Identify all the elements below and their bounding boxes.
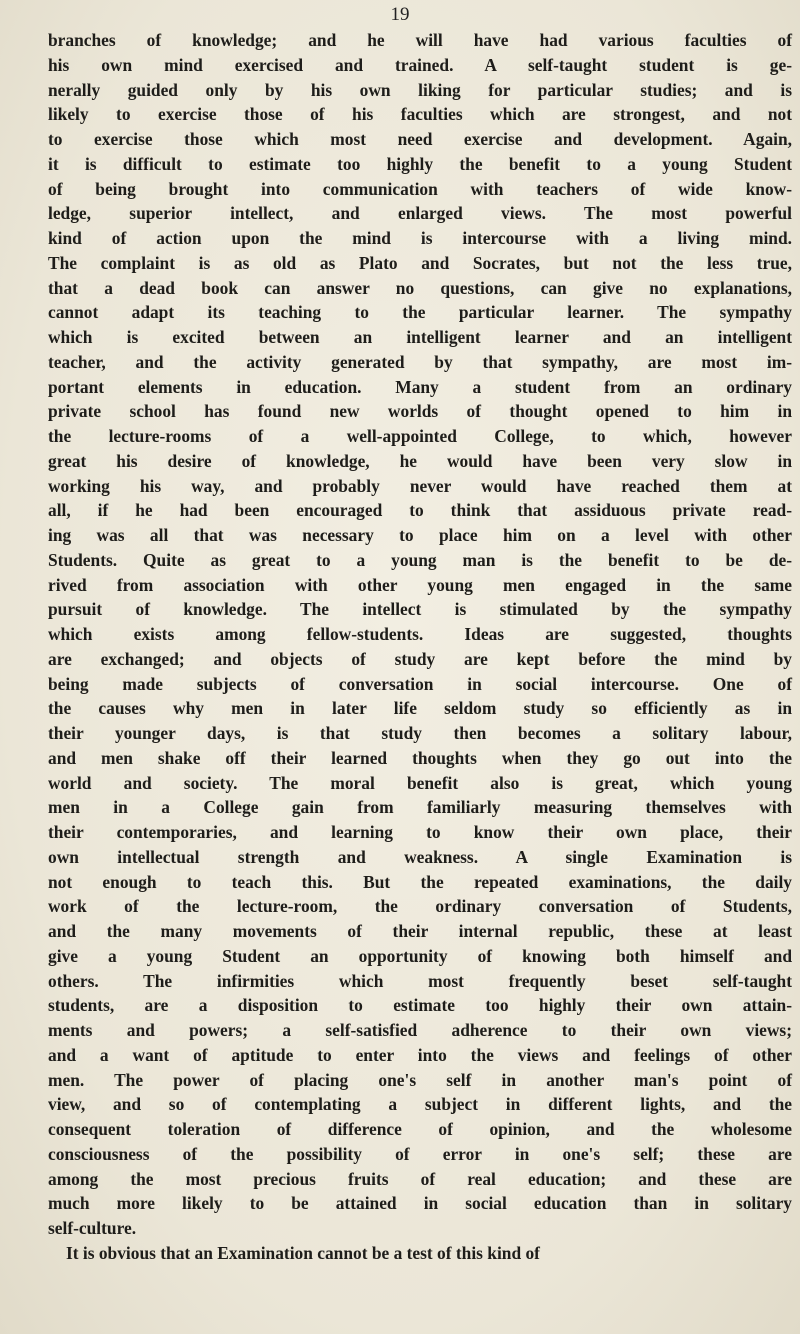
text-line: the causes why men in later life seldom study so efficiently as in — [48, 698, 792, 719]
text-line: give a young Student an opportunity of knowing both himself and — [48, 945, 792, 966]
text-line: cannot adapt its teaching to the particular learner. The sympathy — [48, 302, 792, 323]
text-line: all, if he had been encouraged to think that assiduous private read- — [48, 500, 792, 521]
text-line: much more likely to be attained in social education than in solitary — [48, 1193, 792, 1214]
text-line: likely to exercise those of his faculties which are strongest, and not — [48, 104, 792, 125]
text-line: others. The infirmities which most frequently beset self-taught — [48, 970, 792, 991]
page-number: 19 — [390, 4, 410, 25]
text-line: of being brought into communication with teachers of wide know- — [48, 178, 792, 199]
text-line: self-culture. — [48, 1218, 137, 1238]
text-line: which exists among fellow-students. Ideas are suggested, thoughts — [48, 624, 792, 644]
text-line: and men shake off their learned thoughts when they go out into the — [48, 747, 792, 768]
text-line: view, and so of contemplating a subject in different lights, and the — [48, 1094, 792, 1115]
text-line: The complaint is as old as Plato and Socrates, but not the less true, — [48, 252, 792, 273]
text-line: are exchanged; and objects of study are kept before the mind by — [48, 648, 792, 669]
text-line: work of the lecture-room, the ordinary conversation of Students, — [48, 896, 792, 917]
text-line: among the most precious fruits of real education; and these are — [48, 1168, 792, 1189]
text-line: being made subjects of conversation in social intercourse. One of — [48, 673, 792, 694]
text-line: students, are a disposition to estimate too highly their own attain- — [48, 995, 792, 1016]
text-line: not enough to teach this. But the repeated examinations, the daily — [48, 871, 792, 892]
text-line: Students. Quite as great to a young man is the benefit to be de- — [48, 549, 792, 570]
text-line: It is obvious that an Examination cannot be a test of this kind of — [66, 1242, 540, 1263]
text-line: world and society. The moral benefit also is great, which young — [48, 772, 792, 793]
text-line: their younger days, is that study then becomes a solitary labour, — [48, 723, 792, 743]
text-line: their contemporaries, and learning to know their own place, their — [48, 822, 792, 842]
text-line: the lecture-rooms of a well-appointed College, to which, however — [48, 426, 792, 446]
text-line: it is difficult to estimate too highly the benefit to a young Student — [48, 153, 792, 174]
text-line: and a want of aptitude to enter into the views and feelings of other — [48, 1044, 792, 1065]
text-line: teacher, and the activity generated by that sympathy, are most im- — [48, 351, 792, 372]
text-line: his own mind exercised and trained. A self-taught student is ge- — [48, 54, 792, 75]
text-line: own intellectual strength and weakness. A single Examination is — [48, 846, 792, 867]
text-line: to exercise those which most need exercise and development. Again, — [48, 129, 792, 149]
text-line: working his way, and probably never would have reached them at — [48, 475, 792, 496]
text-line: great his desire of knowledge, he would have been very slow in — [48, 450, 792, 471]
body-text — [48, 28, 792, 1266]
text-line: pursuit of knowledge. The intellect is stimulated by the sympathy — [48, 599, 792, 620]
text-line: which is excited between an intelligent learner and an intelligent — [48, 327, 792, 347]
text-line: that a dead book can answer no questions, can give no explanations, — [48, 277, 792, 298]
text-line: men in a College gain from familiarly measuring themselves with — [48, 797, 792, 818]
text-line: nerally guided only by his own liking for particular studies; and is — [48, 79, 792, 100]
text-line: ledge, superior intellect, and enlarged views. The most powerful — [48, 203, 792, 224]
text-line: and the many movements of their internal republic, these at least — [48, 921, 792, 941]
text-line: men. The power of placing one's self in another man's point of — [48, 1069, 792, 1090]
text-line: consequent toleration of difference of opinion, and the wholesome — [48, 1119, 792, 1139]
text-line: branches of knowledge; and he will have had various faculties of — [48, 30, 792, 50]
text-line: ing was all that was necessary to place him on a level with other — [48, 525, 792, 545]
text-line: ments and powers; a self-satisfied adherence to their own views; — [48, 1020, 792, 1040]
text-line: portant elements in education. Many a student from an ordinary — [48, 376, 792, 397]
text-line: private school has found new worlds of thought opened to him in — [48, 401, 792, 422]
text-line: consciousness of the possibility of error in one's self; these are — [48, 1143, 792, 1164]
text-line: rived from association with other young men engaged in the same — [48, 574, 792, 595]
text-line: kind of action upon the mind is intercourse with a living mind. — [48, 228, 792, 248]
